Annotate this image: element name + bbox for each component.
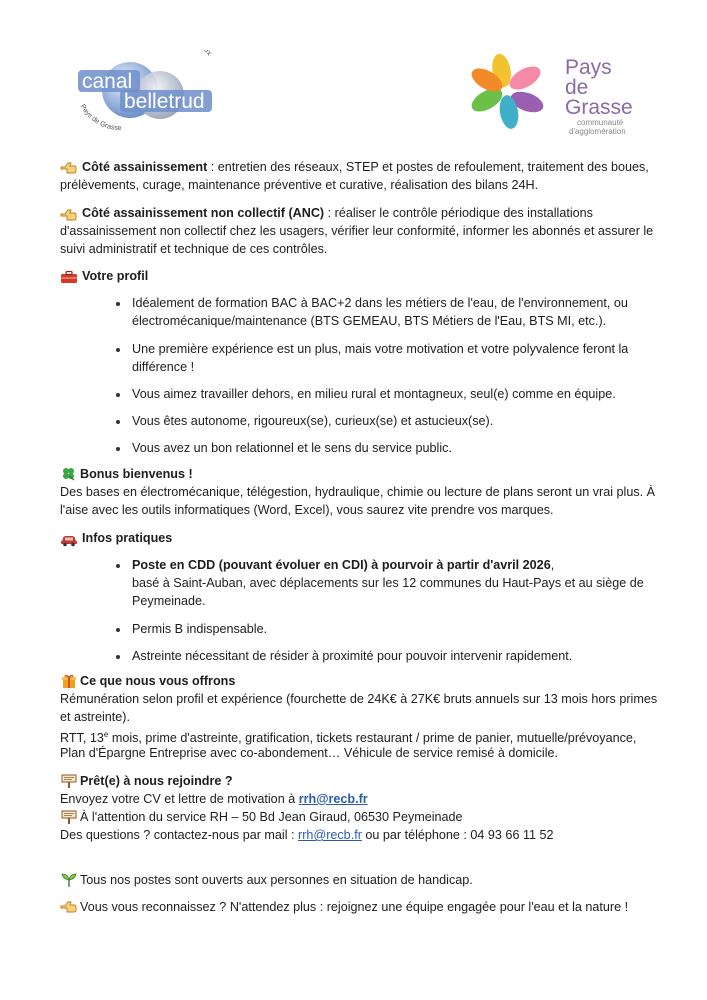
canal-belletrud-logo-graphic: [70, 50, 230, 130]
anc-title: Côté assainissement non collectif (ANC): [82, 206, 325, 220]
pointing-hand-icon: [60, 209, 78, 223]
pays-de-grasse-logo: [465, 50, 665, 140]
bullet-dot: [116, 420, 120, 424]
pays-de-grasse-flower-icon: [465, 50, 665, 140]
profil-bullet1-line2: électromécanique/maintenance (BTS GEMEAU, BTS Métiers de l'Eau, BTS MI, etc.).: [132, 314, 607, 328]
offre-rtt-rest: mois, prime d'astreinte, gratification, tickets restaurant / prime de panier, mutuelle/prévoyance,: [108, 731, 637, 746]
clover-icon: [60, 467, 78, 481]
infos-title: Infos pratiques: [82, 531, 173, 545]
infos-bullet2: Permis B indispensable.: [132, 622, 268, 636]
infos-bullet3: Astreinte nécessitant de résider à proximité pour pouvoir intervenir rapidement.: [132, 649, 573, 663]
bullet-dot: [116, 302, 120, 306]
bonus-line2: l'aise avec les outils informatiques (Word, Excel), vous saurez vite prendre vos marques.: [60, 503, 554, 517]
anc-line2: d'assainissement non collectif chez les usagers, vérifier leur conformité, informer les abonnés et assurer le: [60, 224, 654, 238]
questions-text: Des questions ? contactez-nous par mail :: [60, 828, 299, 842]
signpost-icon: [60, 774, 78, 788]
profil-bullet4: Vous êtes autonome, rigoureux(se), curieux(se) et astucieux(se).: [132, 414, 494, 428]
assainissement-block: [82, 158, 682, 176]
profil-title: Votre profil: [82, 269, 149, 283]
handicap-line: Tous nos postes sont ouverts aux personnes en situation de handicap.: [80, 873, 473, 887]
offre-superscript: e: [103, 730, 109, 739]
assainissement-line1: : entretien des réseaux, STEP et postes de refoulement, traitement des boues,: [207, 160, 649, 174]
anc-line3: suivi administratif et technique de ces contrôles.: [60, 242, 328, 256]
rejoindre-line1: [60, 790, 660, 808]
signpost-icon: [60, 810, 78, 824]
pays-arc-text: Pays de Grasse: [78, 103, 122, 130]
rejoindre-cv-text: Envoyez votre CV et lettre de motivation à: [60, 792, 299, 806]
infos-bullet1-line1: [132, 556, 692, 574]
gift-icon: [60, 674, 78, 688]
agglomeration-text: d'agglomération: [569, 127, 626, 136]
rejoindre-title: Prêt(e) à nous rejoindre ?: [80, 774, 233, 788]
offre-rtt-text: RTT, 13: [60, 731, 104, 746]
infos-bullet1-line2: basé à Saint-Auban, avec déplacements sur les 12 communes du Haut-Pays et au siège de: [132, 576, 644, 590]
canal-belletrud-logo: [70, 50, 230, 130]
canal-word: canal: [82, 70, 133, 93]
email-link[interactable]: rrh@recb.fr: [298, 828, 362, 842]
communaute-text: communauté: [577, 118, 624, 127]
bullet-dot: [116, 393, 120, 397]
offre-title: Ce que nous vous offrons: [80, 674, 236, 688]
profil-bullet1-line1: Idéalement de formation BAC à BAC+2 dans les métiers de l'eau, de l'environnement, ou: [132, 296, 628, 310]
infos-bullet1-line3: Peymeinade.: [132, 594, 206, 608]
infos-cdd-bold: Poste en CDD (pouvant évoluer en CDI) à pourvoir à partir d'avril 2026: [132, 558, 551, 572]
pointing-hand-icon: [60, 162, 78, 176]
grasse-word: Grasse: [565, 96, 633, 119]
regie-arc-text: x: [204, 50, 215, 58]
rejoindre-line2: À l'attention du service RH – 50 Bd Jean Giraud, 06530 Peymeinade: [80, 810, 463, 824]
de-word: de: [565, 76, 589, 99]
profil-bullet2-line2: différence !: [132, 360, 195, 374]
bullet-dot: [116, 447, 120, 451]
assainissement-line2: prélèvements, curage, maintenance préventive et curative, réalisation des bilans 24H.: [60, 178, 539, 192]
bullet-dot: [116, 348, 120, 352]
seedling-icon: [60, 873, 78, 887]
belletrud-word: belletrud: [124, 90, 205, 113]
svg-text:Régie des Eaux: [163, 50, 214, 57]
anc-line1: : réaliser le contrôle périodique des installations: [324, 206, 593, 220]
pays-word: Pays: [565, 56, 612, 79]
rejoindre-line3: [60, 826, 680, 844]
final-line: Vous vous reconnaissez ? N'attendez plus : rejoignez une équipe engagée pour l'eau et la nature !: [80, 900, 629, 914]
profil-bullet2-line1: Une première expérience est un plus, mais votre motivation et votre polyvalence feront la: [132, 342, 629, 356]
bullet-dot: [116, 628, 120, 632]
bonus-title: Bonus bienvenus !: [80, 467, 193, 481]
profil-bullet5: Vous avez un bon relationnel et le sens du service public.: [132, 441, 452, 455]
car-icon: [60, 533, 78, 547]
offre-line4: Plan d'Épargne Entreprise avec co-abondement… Véhicule de service remisé à domicile.: [60, 746, 559, 760]
phone-text: ou par téléphone : 04 93 66 11 52: [361, 828, 554, 842]
assainissement-title: Côté assainissement: [82, 160, 208, 174]
bullet-dot: [116, 655, 120, 659]
bullet-dot: [116, 564, 120, 568]
briefcase-icon: [60, 270, 78, 284]
offre-line2: et astreinte).: [60, 710, 130, 724]
pointing-hand-icon: [60, 901, 78, 915]
offre-line1: Rémunération selon profil et expérience (fourchette de 24K€ à 27K€ bruts annuels sur 13 mois hors primes: [60, 692, 658, 706]
infos-cdd-comma: ,: [550, 558, 555, 572]
anc-block: [82, 204, 682, 222]
profil-bullet3: Vous aimez travailler dehors, en milieu rural et montagneux, seul(e) comme en équipe.: [132, 387, 616, 401]
bonus-line1: Des bases en électromécanique, télégestion, hydraulique, chimie ou lecture de plans seront un vrai plus. À: [60, 485, 656, 499]
email-link-bold[interactable]: rrh@recb.fr: [298, 792, 368, 806]
